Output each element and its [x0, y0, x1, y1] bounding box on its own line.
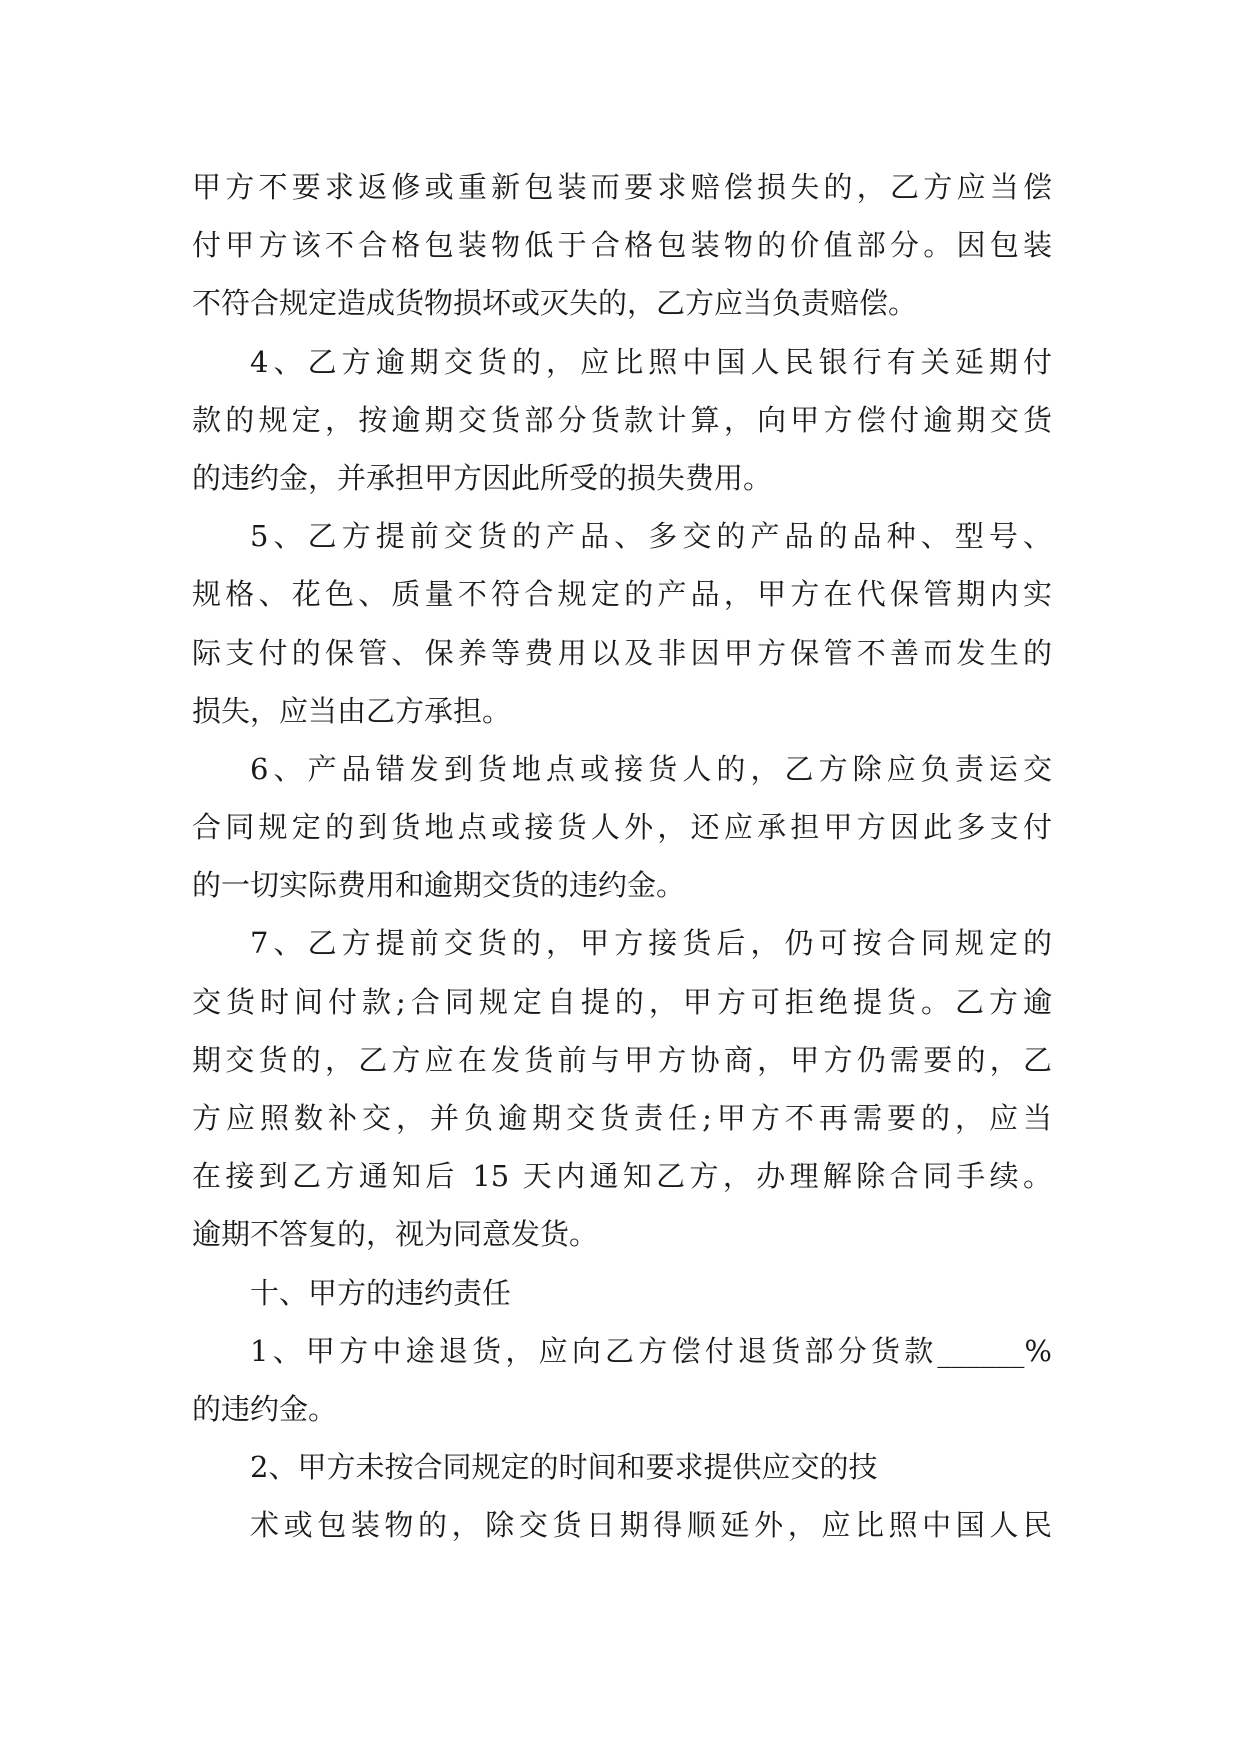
text-line: 7、乙方提前交货的，甲方接货后，仍可按合同规定的: [250, 926, 1052, 961]
text-line: 的一切实际费用和逾期交货的违约金。: [192, 868, 686, 903]
text-line: 交货时间付款;合同规定自提的，甲方可拒绝提货。乙方逾: [192, 984, 1052, 1019]
text-line: 2、甲方未按合同规定的时间和要求提供应交的技: [250, 1450, 878, 1485]
text-line: 款的规定，按逾期交货部分货款计算，向甲方偿付逾期交货: [192, 402, 1052, 437]
text-line: 际支付的保管、保养等费用以及非因甲方保管不善而发生的: [192, 635, 1052, 670]
text-line: 期交货的，乙方应在发货前与甲方协商，甲方仍需要的，乙: [192, 1042, 1052, 1077]
text-line: 4、乙方逾期交货的，应比照中国人民银行有关延期付: [250, 344, 1052, 379]
text-line: 术或包装物的，除交货日期得顺延外，应比照中国人民: [250, 1508, 1052, 1543]
text-line: 甲方不要求返修或重新包装而要求赔偿损失的，乙方应当偿: [192, 170, 1052, 204]
text-line: 损失，应当由乙方承担。: [192, 693, 512, 728]
text-line: 1、甲方中途退货，应向乙方偿付退货部分货款______%: [250, 1333, 1052, 1368]
text-line: 6、产品错发到货地点或接货人的，乙方除应负责运交: [250, 751, 1052, 786]
text-line: 的违约金。: [192, 1391, 338, 1426]
text-line: 十、甲方的违约责任: [250, 1275, 512, 1310]
text-line: 的违约金，并承担甲方因此所受的损失费用。: [192, 460, 773, 495]
document-body: [192, 158, 1052, 1555]
text-line: 合同规定的到货地点或接货人外，还应承担甲方因此多支付: [192, 810, 1052, 845]
text-line: 规格、花色、质量不符合规定的产品，甲方在代保管期内实: [192, 577, 1052, 612]
text-line: 付甲方该不合格包装物低于合格包装物的价值部分。因包装: [192, 228, 1052, 263]
text-line: 在接到乙方通知后 15 天内通知乙方，办理解除合同手续。: [192, 1159, 1052, 1194]
text-line: 5、乙方提前交货的产品、多交的产品的品种、型号、: [250, 519, 1052, 554]
text-line: 逾期不答复的，视为同意发货。: [192, 1217, 599, 1252]
text-line: 方应照数补交，并负逾期交货责任;甲方不再需要的，应当: [192, 1101, 1052, 1135]
text-line: 不符合规定造成货物损坏或灭失的，乙方应当负责赔偿。: [192, 286, 918, 321]
